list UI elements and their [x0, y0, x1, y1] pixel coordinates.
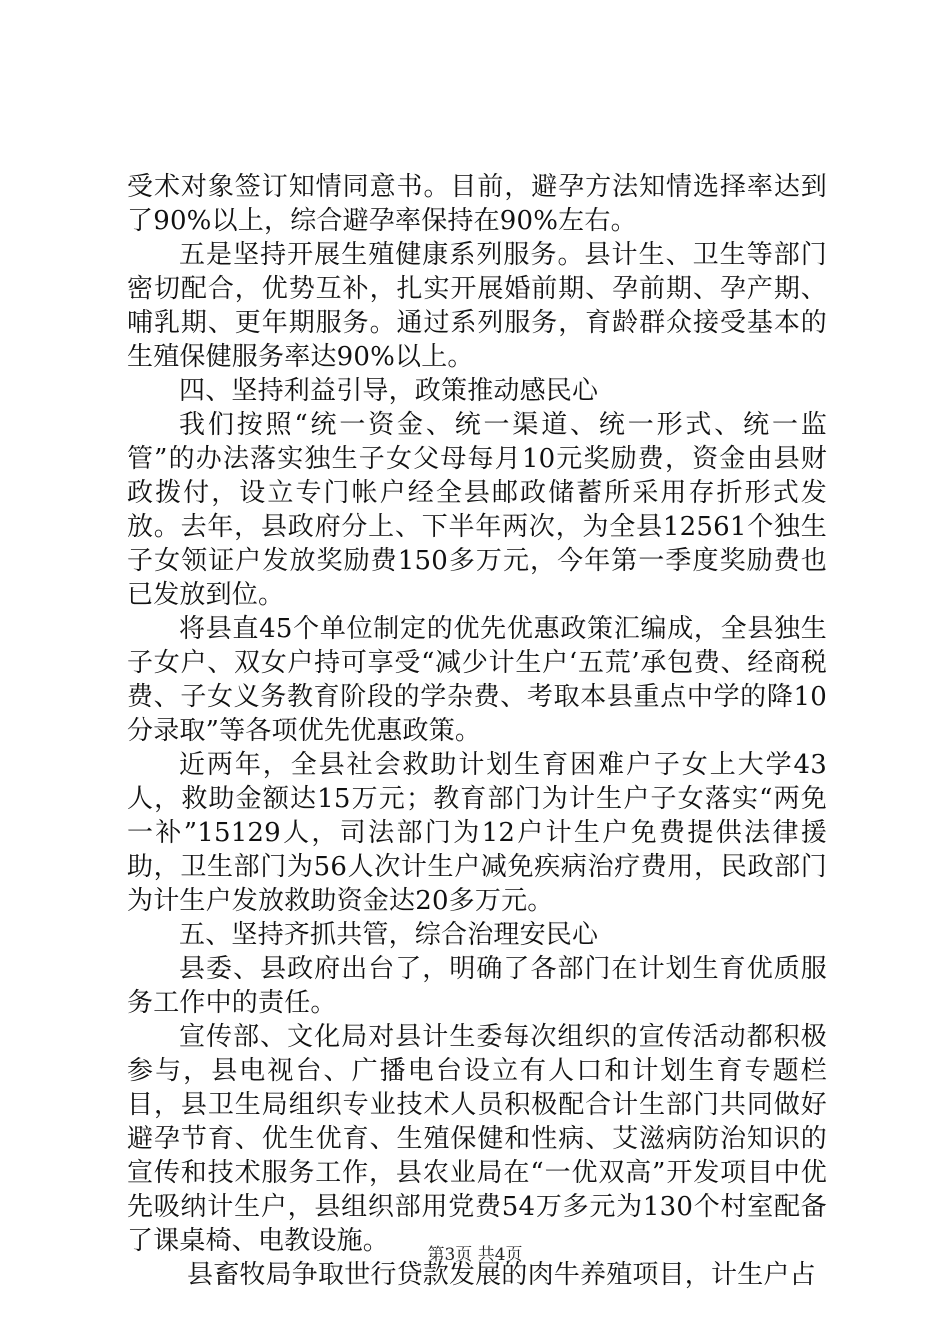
- paragraph-county-committee: 县委、县政府出台了，明确了各部门在计划生育优质服务工作中的责任。: [127, 954, 827, 1018]
- paragraph-reward-funds: 我们按照“统一资金、统一渠道、统一形式、统一监管”的办法落实独生子女父母每月10元奖励费，资金由县财政拨付，设立专门帐户经全县邮政储蓄所采用存折形式发放。去年，县政府分上、下半年两次，为全县12561个独生子女领证户发放奖励费150多万元，今年第一季度奖励费也已发放到位。: [127, 410, 827, 610]
- section-heading-four: 四、坚持利益引导，政策推动感民心: [179, 376, 599, 406]
- paragraph-social-assistance: 近两年，全县社会救助计划生育困难户子女上大学43人，救助金额达15万元；教育部门为计生户子女落实“两免一补”15129人，司法部门为12户计生户免费提供法律援助，卫生部门为56人次计生户减免疾病治疗费用，民政部门为计生户发放救助资金达20多万元。: [127, 750, 827, 916]
- paragraph-department-cooperation: 宣传部、文化局对县计生委每次组织的宣传活动都积极参与，县电视台、广播电台设立有人口和计划生育专题栏目，县卫生局组织专业技术人员积极配合计生部门共同做好避孕节育、优生优育、生殖保健和性病、艾滋病防治知识的宣传和技术服务工作，县农业局在“一优双高”开发项目中优先吸纳计生户，县组织部用党费54万多元为130个村室配备了课桌椅、电教设施。: [127, 1022, 827, 1256]
- paragraph-livestock-project: 县畜牧局争取世行贷款发展的肉牛养殖项目，计生户占: [187, 1260, 816, 1290]
- page-footer: 第3页 共4页: [427, 1245, 523, 1265]
- document-body: [127, 170, 827, 1292]
- section-heading-five: 五、坚持齐抓共管，综合治理安民心: [179, 920, 599, 950]
- paragraph-reproductive-health: 五是坚持开展生殖健康系列服务。县计生、卫生等部门密切配合，优势互补，扎实开展婚前期、孕前期、孕产期、哺乳期、更年期服务。通过系列服务，育龄群众接受基本的生殖保健服务率达90%以上。: [127, 240, 827, 372]
- paragraph-preferential-policies: 将县直45个单位制定的优先优惠政策汇编成，全县独生子女户、双女户持可享受“减少计生户‘五荒’承包费、经商税费、子女义务教育阶段的学杂费、考取本县重点中学的降10分录取”等各项优先优惠政策。: [127, 614, 827, 746]
- paragraph-continuation: 受术对象签订知情同意书。目前，避孕方法知情选择率达到了90%以上，综合避孕率保持在90%左右。: [127, 172, 827, 236]
